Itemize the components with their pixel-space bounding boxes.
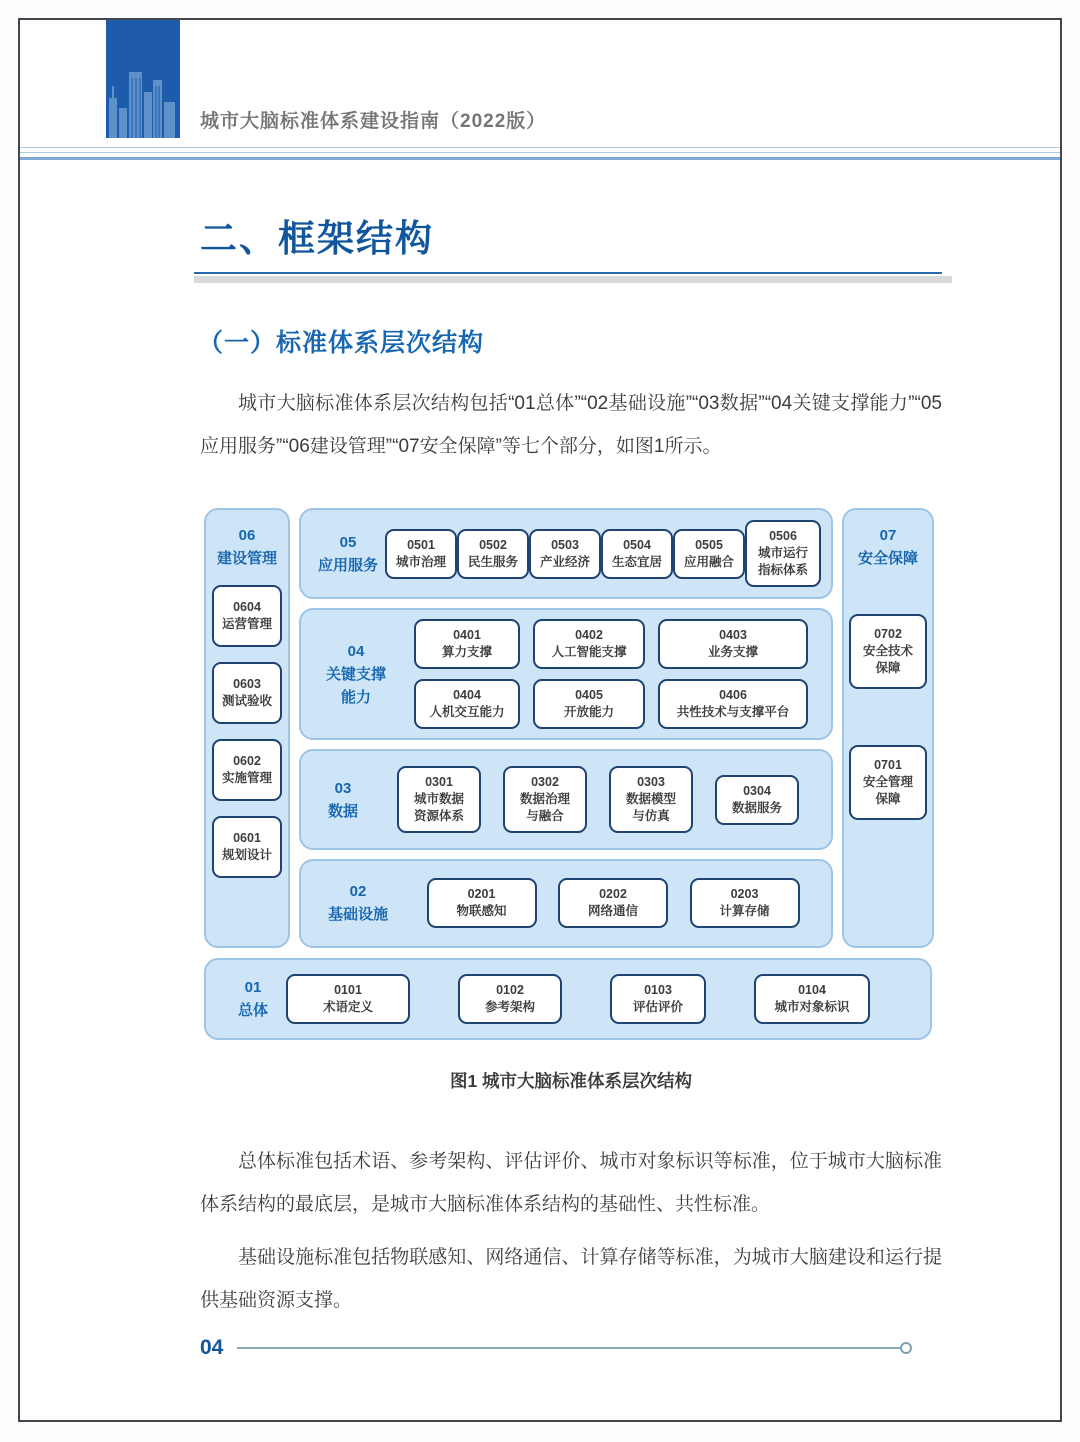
panel-name: 建设管理 — [216, 550, 277, 567]
standard-box-0304 — [715, 775, 799, 825]
panel-01-general — [204, 958, 932, 1040]
standard-name: 人机交互能力 — [429, 705, 505, 720]
panel-name: 总体 — [237, 1002, 268, 1019]
standard-name: 运营管理 — [221, 617, 272, 631]
standard-name: 网络通信 — [587, 904, 638, 919]
standard-code: 0202 — [599, 887, 627, 902]
section-underline-shadow — [194, 276, 952, 283]
standard-name: 民生服务 — [467, 554, 518, 569]
standard-code: 0401 — [453, 628, 481, 643]
standard-code: 0503 — [551, 537, 579, 552]
standard-name: 城市运行指标体系 — [757, 546, 808, 578]
standard-code: 0502 — [479, 537, 507, 552]
standard-code: 0701 — [874, 758, 902, 772]
panel-name: 数据 — [327, 802, 358, 820]
panel-code: 01 — [244, 979, 262, 996]
standard-name: 测试验收 — [221, 694, 272, 708]
standard-code: 0203 — [730, 887, 759, 902]
panel-code: 04 — [347, 642, 365, 660]
standard-code: 0501 — [407, 537, 435, 552]
panel-label — [311, 531, 385, 577]
standard-name: 城市对象标识 — [774, 1000, 850, 1014]
standard-box-0402 — [533, 619, 645, 669]
standard-code: 0505 — [695, 537, 723, 552]
page-footer — [200, 1336, 912, 1360]
panel-name: 基础设施 — [327, 906, 388, 924]
standard-name: 生态宜居 — [611, 554, 662, 569]
footer-rule — [237, 1347, 901, 1349]
standard-box-0401 — [414, 619, 520, 669]
standard-box-0501 — [385, 529, 457, 579]
standard-code: 0101 — [334, 983, 362, 997]
standard-name: 算力支撑 — [441, 645, 492, 660]
panel-code: 06 — [238, 527, 256, 544]
standard-box-0506 — [745, 520, 821, 587]
standard-box-0405 — [533, 679, 645, 729]
panel-label — [220, 976, 286, 1022]
page-frame — [18, 18, 1062, 1422]
standard-code: 0404 — [453, 688, 481, 703]
standard-box-0602 — [212, 739, 282, 801]
standard-code: 0201 — [467, 887, 496, 902]
standard-name: 数据治理与融合 — [519, 792, 570, 823]
standard-box-0701 — [849, 745, 927, 820]
standard-name: 参考架构 — [484, 1000, 535, 1014]
standard-box-0203 — [690, 878, 800, 928]
standard-code: 0302 — [531, 775, 559, 789]
panel-03-data — [299, 749, 833, 849]
standard-name: 计算存储 — [719, 904, 770, 919]
panel-name: 安全保障 — [857, 550, 918, 567]
header-divider — [20, 147, 1060, 160]
standard-code: 0402 — [575, 628, 603, 643]
panel-code: 03 — [334, 779, 352, 797]
standard-name: 应用融合 — [683, 554, 734, 569]
panel-07-security-assurance — [842, 508, 934, 948]
standard-box-0601 — [212, 816, 282, 878]
standard-box-0502 — [457, 529, 529, 579]
standard-box-0505 — [673, 529, 745, 579]
figure-caption: 图1 城市大脑标准体系层次结构 — [449, 1071, 693, 1091]
standard-code: 0303 — [637, 775, 665, 789]
standard-name: 人工智能支撑 — [551, 645, 627, 660]
page-number: 04 — [200, 1336, 224, 1359]
standard-code: 0304 — [743, 783, 771, 798]
standard-box-0504 — [601, 529, 673, 579]
section-underline — [194, 272, 942, 274]
standard-code: 0301 — [425, 775, 453, 789]
panel-code: 07 — [879, 527, 897, 544]
subsection-title: （一）标准体系层次结构 — [198, 329, 485, 357]
standard-code: 0103 — [644, 983, 672, 997]
city-skyline-icon — [106, 20, 180, 138]
standard-box-0102 — [458, 974, 562, 1024]
standard-name: 安全技术保障 — [862, 644, 913, 675]
standard-name: 安全管理保障 — [862, 775, 913, 806]
standard-name: 共性技术与支撑平台 — [676, 705, 790, 720]
standard-box-0406 — [658, 679, 808, 729]
section-title: 二、框架结构 — [200, 218, 434, 259]
panel-name: 应用服务 — [317, 556, 378, 574]
standard-name: 数据服务 — [731, 800, 782, 815]
standard-code: 0602 — [233, 754, 261, 768]
standard-name: 开放能力 — [563, 705, 614, 720]
panel-code: 02 — [349, 883, 367, 901]
standard-box-0603 — [212, 662, 282, 724]
standard-name: 物联感知 — [456, 904, 507, 919]
panel-04-key-support-capabilities — [299, 608, 833, 740]
body-paragraph-2: 基础设施标准包括物联感知、网络通信、计算存储等标准，为城市大脑建设和运行提供基础资源支撑。 — [200, 1247, 942, 1311]
panel-label — [858, 524, 918, 570]
panel-05-application-services — [299, 508, 833, 599]
panel-02-infrastructure — [299, 859, 833, 948]
standard-box-0503 — [529, 529, 601, 579]
standard-code: 0702 — [874, 627, 902, 641]
standard-box-0104 — [754, 974, 870, 1024]
standard-code: 0102 — [496, 983, 524, 997]
panel-label — [311, 880, 405, 926]
standard-name: 业务支撑 — [707, 645, 758, 660]
panel-label — [217, 524, 277, 570]
standard-box-0301 — [397, 766, 481, 833]
standard-box-0202 — [558, 878, 668, 928]
footer-dot-icon — [900, 1342, 912, 1354]
panel-name: 关键支撑能力 — [325, 665, 386, 706]
panel-label — [311, 640, 401, 709]
standard-code: 0104 — [798, 983, 826, 997]
panel-code: 05 — [339, 533, 357, 551]
standard-box-0702 — [849, 614, 927, 689]
panel-06-construction-management — [204, 508, 290, 948]
standard-code: 0403 — [719, 628, 747, 643]
standard-name: 数据模型与仿真 — [625, 792, 676, 823]
standard-box-0403 — [658, 619, 808, 669]
standard-code: 0601 — [233, 831, 261, 845]
standard-name: 规划设计 — [221, 848, 272, 862]
standard-code: 0504 — [623, 537, 651, 552]
standard-code: 0506 — [769, 529, 797, 544]
standard-box-0404 — [414, 679, 520, 729]
figure1-diagram — [204, 508, 932, 1040]
standard-box-0604 — [212, 585, 282, 647]
body-paragraph-1: 总体标准包括术语、参考架构、评估评价、城市对象标识等标准，位于城市大脑标准体系结构的最底层，是城市大脑标准体系结构的基础性、共性标准。 — [200, 1151, 942, 1215]
standard-box-0101 — [286, 974, 410, 1024]
standard-name: 城市治理 — [395, 554, 446, 569]
standard-box-0103 — [610, 974, 706, 1024]
standard-box-0201 — [427, 878, 537, 928]
panel-label — [311, 777, 375, 823]
standard-name: 实施管理 — [221, 771, 272, 785]
standard-code: 0405 — [575, 688, 603, 703]
standard-name: 评估评价 — [632, 1000, 683, 1014]
standard-name: 城市数据资源体系 — [413, 792, 464, 823]
standard-box-0303 — [609, 766, 693, 833]
standard-code: 0604 — [233, 600, 261, 614]
standard-name: 术语定义 — [322, 1000, 373, 1014]
standard-code: 0603 — [233, 677, 261, 691]
standard-name: 产业经济 — [539, 554, 590, 569]
document-title: 城市大脑标准体系建设指南（2022版） — [200, 111, 547, 132]
standard-box-0302 — [503, 766, 587, 833]
standard-code: 0406 — [719, 688, 747, 703]
intro-paragraph: 城市大脑标准体系层次结构包括“01总体”“02基础设施”“03数据”“04关键支撑能力”“05应用服务”“06建设管理”“07安全保障”等七个部分，如图1所示。 — [200, 393, 942, 457]
